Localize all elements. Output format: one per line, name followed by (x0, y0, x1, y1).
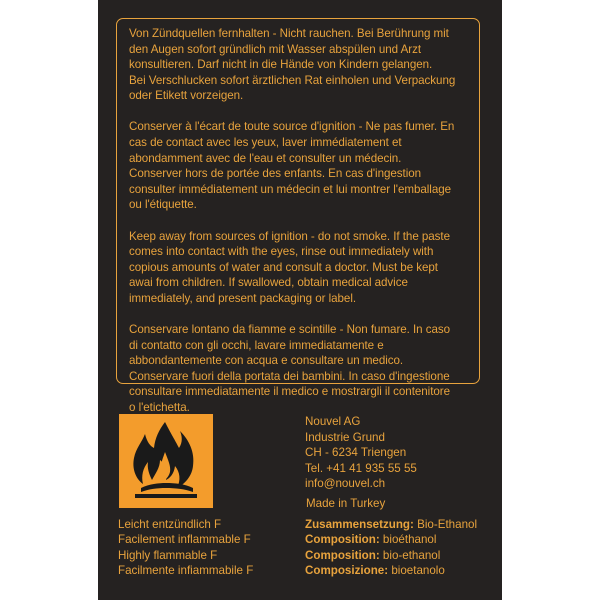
composition-label: Composition: (305, 548, 380, 562)
composition-value: bioéthanol (379, 533, 437, 547)
flame-icon (119, 414, 213, 508)
hazard-line-it: Facilmente infiammabile F (118, 563, 254, 577)
hazard-line-en: Highly flammable F (118, 548, 218, 562)
composition-label: Composizione: (305, 563, 389, 577)
company-city: CH - 6234 Triengen (305, 446, 407, 460)
warning-german: Von Zündquellen fernhalten - Nicht rauchen. Bei Berührung mit den Augen sofort gründlich mit Wasser abspülen und Arzt konsultieren. Darf nicht in die Hände von Kindern gelangen. Bei Verschlucken sofort ärztlichen Rat einholen und Verpackung oder Etikett vorzeigen. (129, 27, 456, 103)
safety-warnings-box (116, 18, 480, 414)
hazard-classification (118, 517, 308, 578)
composition-line-de (305, 517, 500, 532)
flammable-hazard-symbol (119, 414, 213, 508)
hazard-line-de: Leicht entzündlich F (118, 518, 222, 531)
country-of-origin: Made in Turkey (306, 497, 386, 510)
composition-line-en (305, 548, 500, 563)
composition-line-fr (305, 532, 500, 547)
company-name: Nouvel AG (305, 415, 361, 428)
composition-value: Bio-Ethanol (413, 518, 478, 531)
warning-english: Keep away from sources of ignition - do not smoke. If the paste comes into contact with the eyes, rinse out immediately with copious amounts of water and consult a doctor. Must be kept awai from children. If swallowed, obtain medical advice immediately, and present packaging or label. (129, 229, 451, 305)
product-label (98, 0, 502, 600)
manufacturer-address (305, 414, 495, 492)
composition-label: Composition: (305, 533, 380, 547)
composition-value: bio-ethanol (379, 548, 441, 562)
warning-french: Conserver à l'écart de toute source d'ignition - Ne pas fumer. En cas de contact avec les yeux, laver immédiatement et abondamment avec de l'eau et consulter un médecin. Conserver hors de portée des enfants. En cas d'ingestion consulter immédiatement un médecin et lui montrer l'emballage ou l'étiquette. (129, 120, 455, 212)
composition-line-it (305, 563, 500, 578)
composition-label: Zusammensetzung: (305, 518, 414, 531)
composition-list (305, 517, 500, 578)
hazard-line-fr: Facilement inflammable F (118, 533, 251, 547)
company-email: info@nouvel.ch (305, 477, 386, 491)
company-phone: Tel. +41 41 935 55 55 (305, 461, 417, 475)
company-street: Industrie Grund (305, 430, 385, 444)
composition-value: bioetanolo (388, 563, 445, 577)
warning-italian: Conservare lontano da fiamme e scintille - Non fumare. In caso di contatto con gli occhi, lavare immediatamente e abbondantemente con acqua e consultare un medico. Conservare fuori della portata dei bambini. In caso d'ingestione consultare immediatamente il medico e mostrargli il contenitore o l'etichetta. (129, 323, 451, 414)
